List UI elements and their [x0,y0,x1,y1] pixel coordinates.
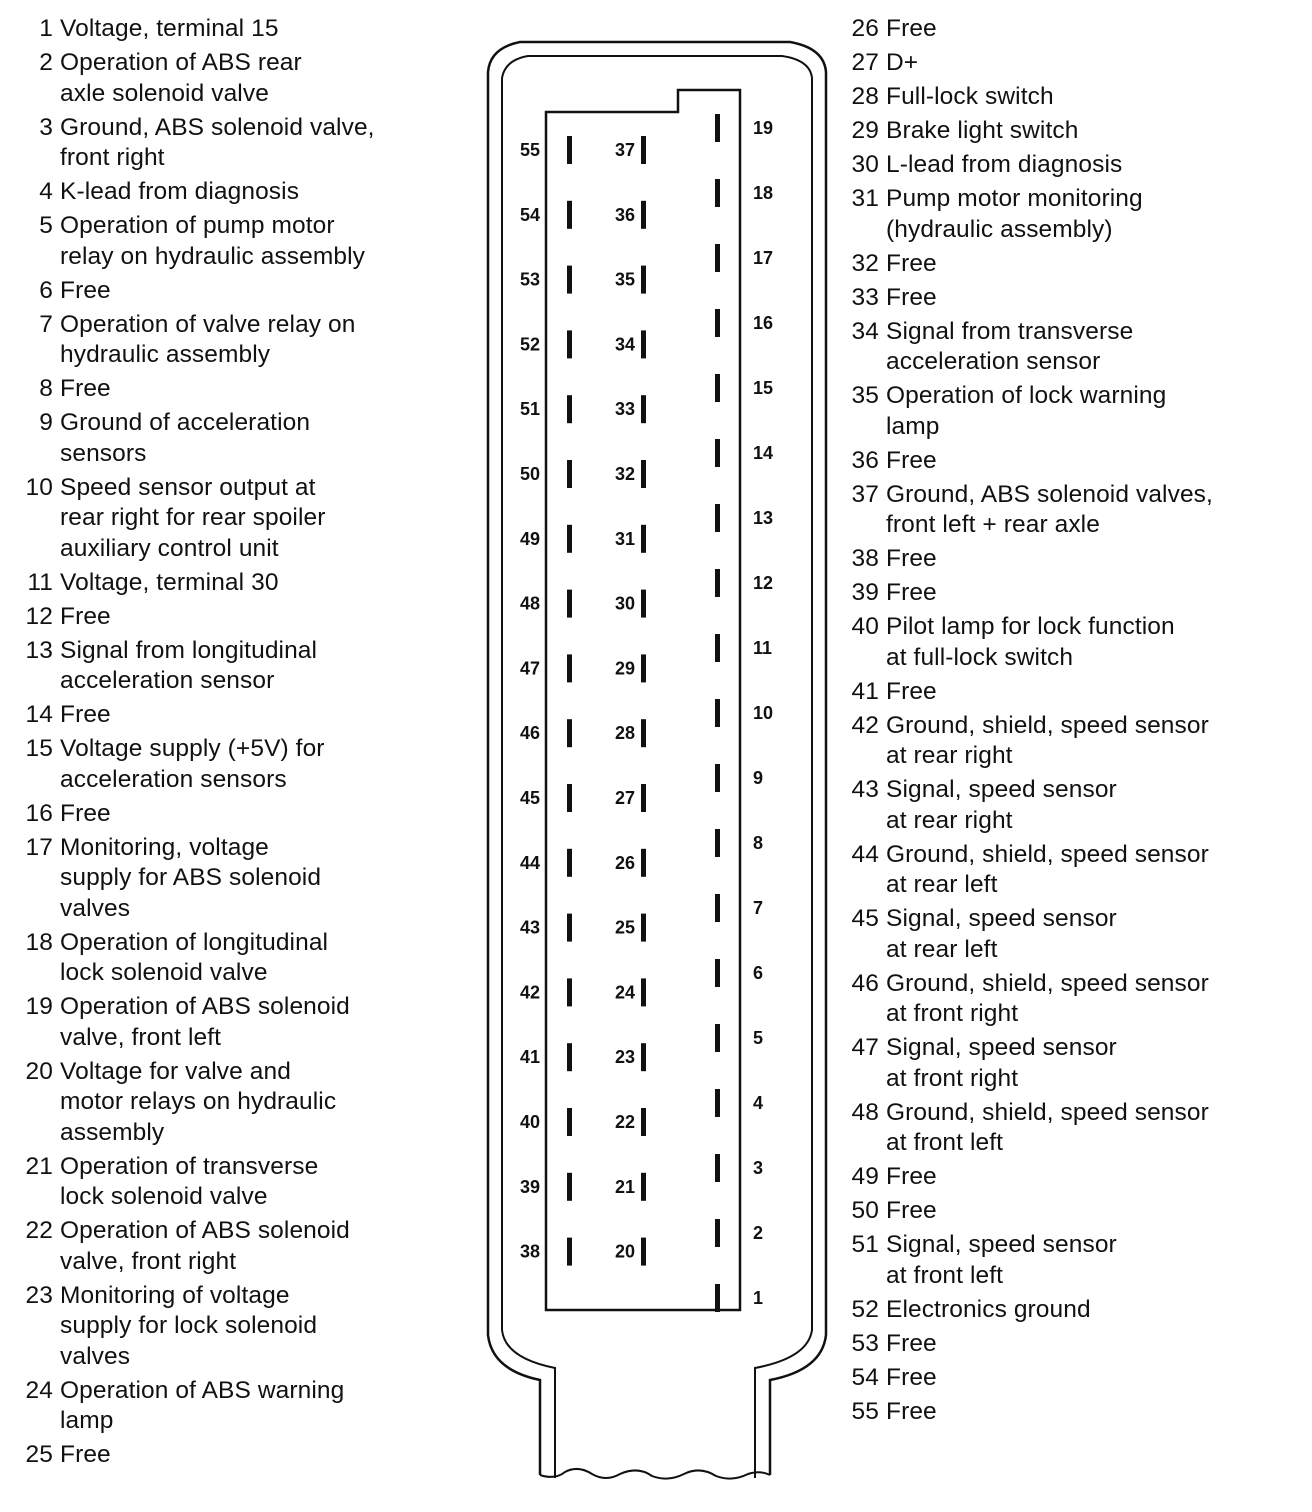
pin-entry [20,14,460,45]
connector-pin-contact [641,1173,646,1201]
pin-number: 1 [39,15,53,42]
connector-pin-label: 9 [753,768,764,788]
connector-pin-contact [715,1284,720,1312]
pin-number: 10 [25,473,53,501]
pin-description: Signal, speed sensor at rear right [886,776,1117,834]
connector-pin-contact [567,136,572,164]
pin-entry [846,116,1306,147]
connector-pin-label: 36 [614,204,635,225]
pin-number: 27 [851,49,879,76]
connector-pin-label: 17 [753,248,774,268]
pin-description: Full-lock switch [886,83,1054,110]
pin-entry [20,636,460,697]
connector-pin-contact [715,569,720,597]
pin-entry [846,1363,1306,1394]
pin-number: 11 [27,568,53,596]
connector-pin-contact [641,784,646,812]
pin-description: Free [60,602,111,630]
connector-pin-label: 34 [614,334,635,355]
pin-number: 38 [851,545,879,572]
pin-description: Ground, ABS solenoid valves, front left + rear axle [886,480,1213,538]
connector-pin-label: 38 [519,1241,540,1262]
pin-description: Free [886,677,937,705]
pin-number: 45 [851,905,879,932]
pin-entry [846,14,1306,45]
connector-pin-label: 52 [519,334,540,355]
connector-pin-label: 28 [614,723,635,744]
pin-description: Free [886,283,937,311]
connector-pin-label: 4 [753,1093,764,1113]
pin-entry [846,480,1306,541]
pin-number: 52 [851,1295,879,1323]
pin-number: 8 [39,375,53,402]
pin-entry [846,446,1306,477]
pin-entry [846,184,1306,245]
pin-description: Voltage, terminal 15 [60,15,279,42]
pin-entry [20,473,460,565]
connector-pin-contact [715,309,720,337]
pin-number: 5 [39,212,53,239]
connector-pin-contact [715,504,720,532]
pin-number: 24 [25,1376,53,1404]
pin-entry [20,833,460,925]
pin-number: 43 [851,776,879,803]
pin-entry [846,150,1306,181]
pin-description: Free [60,1441,111,1468]
pin-description: K-lead from diagnosis [60,178,300,205]
connector-pin-contact [567,654,572,682]
pin-number: 4 [39,178,53,205]
pin-description: Free [886,249,937,277]
connector-pin-contact [567,719,572,747]
connector-pin-contact [715,1089,720,1117]
pin-entry [20,48,460,109]
pin-entry [846,381,1306,442]
connector-pin-label: 41 [519,1047,540,1068]
pin-description: Speed sensor output at rear right for rear spoiler auxiliary control unit [60,473,326,562]
pin-number: 22 [25,1217,53,1244]
connector-pin-label: 11 [753,638,773,658]
pin-number: 14 [25,701,53,728]
pin-number: 18 [25,928,53,956]
connector-pin-contact [641,590,646,618]
connector-pin-contact [715,179,720,207]
connector-pin-label: 23 [614,1047,635,1068]
connector-housing-inner [502,56,812,1478]
connector-pin-label: 16 [753,313,774,333]
connector-pin-contact [567,590,572,618]
pin-description: Brake light switch [886,117,1079,144]
connector-pin-contact [567,784,572,812]
connector-pin-contact [567,914,572,942]
pin-entry [20,568,460,599]
pin-entry [20,113,460,174]
pin-number: 42 [851,711,879,739]
pin-description: Voltage, terminal 30 [60,568,279,596]
pin-entry [846,82,1306,113]
connector-pin-contact [567,201,572,229]
pin-number: 30 [851,151,879,178]
pin-number: 23 [25,1281,53,1309]
connector-pin-label: 13 [753,508,774,528]
pin-description: Signal, speed sensor at rear left [886,905,1117,963]
pin-description: Ground, shield, speed sensor at front left [886,1098,1209,1156]
pin-description: Free [886,1197,937,1224]
pin-entry [846,1397,1306,1428]
pin-entry [846,1098,1306,1159]
pin-number: 37 [851,480,879,508]
pin-number: 50 [851,1197,879,1224]
connector-pin-contact [641,266,646,294]
connector-pin-contact [641,654,646,682]
pin-number: 41 [851,677,879,705]
connector-pin-label: 25 [614,917,635,938]
connector-pin-label: 55 [519,140,540,160]
pin-number: 35 [851,382,879,409]
connector-pin-contact [567,266,572,294]
pin-number: 19 [25,993,53,1020]
connector-pin-label: 53 [519,269,540,290]
pin-description: Free [886,1363,937,1391]
pin-number: 51 [851,1231,879,1258]
pin-entry [20,310,460,371]
pin-entry [20,1152,460,1213]
pin-entry [846,1230,1306,1291]
pin-description: Operation of lock warning lamp [886,382,1167,440]
connector-pin-contact [567,1043,572,1071]
pin-number: 20 [25,1057,53,1085]
pin-number: 26 [851,15,879,42]
pin-description: Operation of pump motor relay on hydraulic assembly [60,212,366,270]
pin-description: Pilot lamp for lock function at full-lock switch [886,613,1175,671]
pin-number: 40 [851,613,879,640]
connector-pin-contact [641,136,646,164]
connector-pin-contact [641,978,646,1006]
connector-pin-label: 6 [753,963,764,983]
pin-description: Operation of valve relay on hydraulic assembly [60,310,356,368]
pin-number: 34 [851,317,879,345]
pin-number: 33 [851,283,879,311]
pin-description: Electronics ground [886,1295,1091,1323]
pin-entry [846,283,1306,314]
pin-description: Ground, ABS solenoid valve, front right [60,113,375,171]
pin-description: Voltage for valve and motor relays on hydraulic assembly [60,1057,337,1146]
pin-number: 48 [851,1098,879,1126]
connector-pin-contact [641,719,646,747]
pin-description: Operation of ABS solenoid valve, front right [60,1217,350,1275]
pin-entry [846,544,1306,575]
connector-pin-label: 40 [519,1112,540,1132]
pin-list-left [20,14,460,1471]
pin-entry [20,374,460,405]
pin-entry [846,612,1306,673]
pin-number: 25 [25,1441,53,1468]
pin-entry [20,734,460,795]
connector-pin-contact [715,114,720,142]
pin-description: Voltage supply (+5V) for acceleration sensors [60,735,325,793]
pin-description: Free [886,579,937,606]
pin-number: 7 [39,310,53,338]
connector-pin-contact [567,525,572,553]
pin-description: Ground, shield, speed sensor at rear right [886,711,1209,769]
connector-pin-label: 19 [753,118,774,138]
pin-description: Free [886,1163,937,1190]
pin-description: Free [60,375,111,402]
pin-description: Ground of acceleration sensors [60,409,311,467]
connector-pin-contact [567,978,572,1006]
pin-description: Ground, shield, speed sensor at front right [886,969,1209,1027]
pin-description: Pump motor monitoring (hydraulic assembly) [886,185,1143,243]
connector-pin-label: 48 [519,593,540,614]
connector-pin-label: 15 [753,378,774,398]
pin-description: Signal, speed sensor at front left [886,1231,1117,1289]
connector-pin-label: 7 [753,898,764,918]
pin-number: 55 [851,1397,879,1425]
pin-description: Signal from longitudinal acceleration sensor [60,636,318,694]
pin-list-right [846,14,1306,1427]
connector-cable-cut [540,1469,770,1479]
pin-number: 16 [25,799,53,827]
pin-entry [20,700,460,731]
pin-entry [846,775,1306,836]
pin-number: 2 [39,49,53,76]
connector-pin-contact [641,914,646,942]
connector-pin-contact [641,525,646,553]
pin-number: 9 [39,409,53,436]
connector-pin-contact [641,1108,646,1136]
connector-pin-label: 26 [614,852,635,873]
connector-pin-label: 27 [614,788,635,808]
connector-pin-contact [715,1024,720,1052]
pin-entry [20,276,460,307]
connector-pin-label: 30 [614,593,635,614]
pin-entry [20,177,460,208]
pin-entry [846,1033,1306,1094]
connector-pin-contact [641,395,646,423]
connector-pin-contact [715,634,720,662]
connector-pin-contact [567,395,572,423]
pin-description: Free [886,446,937,474]
connector-pin-label: 46 [519,723,540,744]
connector-pin-label: 21 [614,1176,635,1197]
connector-pin-contact [567,460,572,488]
connector-pin-contact [567,330,572,358]
pin-description: Free [886,545,937,572]
pin-number: 53 [851,1329,879,1357]
pin-number: 54 [851,1363,879,1391]
connector-pin-contact [567,1108,572,1136]
connector-pin-label: 3 [753,1158,764,1178]
pin-number: 44 [851,840,879,868]
pin-entry [20,992,460,1053]
pin-description: Free [60,799,111,827]
pin-number: 17 [25,833,53,861]
connector-pin-contact [715,244,720,272]
connector-pin-label: 33 [614,399,635,420]
connector-pin-label: 47 [519,658,540,679]
pin-number: 21 [25,1152,53,1180]
pin-number: 49 [851,1163,879,1190]
pin-entry [20,1440,460,1471]
pin-number: 29 [851,117,879,144]
pin-number: 6 [39,276,53,304]
pin-entry [20,602,460,633]
pin-entry [846,1295,1306,1326]
connector-pin-contact [567,1173,572,1201]
pin-entry [20,408,460,469]
connector-pin-label: 50 [519,464,540,484]
connector-pin-label: 12 [753,573,774,593]
connector-pin-contact [641,330,646,358]
pin-number: 31 [851,185,879,212]
pin-entry [846,249,1306,280]
connector-pin-label: 20 [614,1241,635,1262]
connector-pin-contact [641,1043,646,1071]
connector-pin-label: 51 [519,399,540,420]
connector-pin-contact [715,894,720,922]
pin-description: Free [886,15,937,42]
connector-pin-label: 45 [519,788,540,808]
pin-entry [20,1281,460,1373]
connector-pin-label: 31 [614,528,635,549]
pin-number: 47 [851,1034,879,1061]
connector-pin-contact [715,699,720,727]
pin-entry [846,1329,1306,1360]
connector-pin-label: 18 [753,183,774,203]
connector-pin-label: 10 [753,703,774,723]
connector-pin-label: 2 [753,1223,764,1243]
connector-pin-label: 8 [753,833,764,853]
connector-pin-label: 24 [614,982,635,1003]
pin-number: 15 [25,735,53,762]
pin-entry [846,840,1306,901]
connector-pin-contact [715,1219,720,1247]
pin-entry [846,317,1306,378]
connector-pin-label: 29 [614,658,635,679]
pin-entry [20,799,460,830]
pin-number: 36 [851,446,879,474]
pin-number: 3 [39,113,53,141]
pin-entry [20,928,460,989]
connector-pin-contact [715,439,720,467]
pin-description: D+ [886,49,919,76]
pin-description: Operation of ABS solenoid valve, front left [60,993,350,1051]
pin-description: Signal, speed sensor at front right [886,1034,1117,1092]
pin-number: 28 [851,83,879,110]
pin-description: Free [60,276,111,304]
connector-pin-label: 49 [519,528,540,549]
pin-description: L-lead from diagnosis [886,151,1123,178]
pin-entry [846,677,1306,708]
connector-pin-label: 5 [753,1028,764,1048]
connector-pin-label: 43 [519,917,540,938]
pin-description: Free [60,701,111,728]
pin-number: 12 [25,602,53,630]
connector-pin-contact [641,1238,646,1266]
pin-description: Monitoring of voltage supply for lock solenoid valves [60,1281,318,1370]
connector-pin-contact [715,959,720,987]
connector-pin-label: 22 [614,1112,635,1132]
pin-description: Operation of ABS warning lamp [60,1376,345,1434]
pin-description: Signal from transverse acceleration sensor [886,317,1134,375]
connector-pin-contact [715,764,720,792]
connector-pin-label: 1 [753,1288,764,1308]
connector-pin-contact [715,374,720,402]
connector-pin-label: 44 [519,852,540,873]
pin-entry [20,1216,460,1277]
pin-description: Free [886,1329,937,1357]
connector-pin-contact [567,849,572,877]
connector-pin-label: 14 [753,443,774,463]
pin-number: 39 [851,579,879,606]
connector-pin-contact [641,849,646,877]
connector-pin-contact [641,201,646,229]
connector-pin-contact [715,829,720,857]
connector-pin-contact [567,1238,572,1266]
connector-pin-label: 32 [614,464,635,484]
pin-entry [846,48,1306,79]
pin-entry [846,1162,1306,1193]
pin-entry [20,211,460,272]
connector-pin-contact [641,460,646,488]
pin-description: Free [886,1397,937,1425]
pin-description: Operation of longitudinal lock solenoid valve [60,928,329,986]
pin-entry [20,1376,460,1437]
pin-entry [846,904,1306,965]
pin-entry [846,578,1306,609]
pin-entry [20,1057,460,1149]
pin-description: Ground, shield, speed sensor at rear left [886,840,1209,898]
pin-entry [846,711,1306,772]
pin-description: Operation of transverse lock solenoid valve [60,1152,319,1210]
pin-entry [846,1196,1306,1227]
pin-number: 46 [851,969,879,997]
pin-description: Monitoring, voltage supply for ABS solenoid valves [60,833,322,922]
pin-description: Operation of ABS rear axle solenoid valve [60,49,302,107]
connector-pin-label: 39 [519,1176,540,1197]
connector-pin-label: 37 [614,140,635,160]
pin-number: 13 [25,636,53,664]
connector-pin-label: 35 [614,269,635,290]
pin-entry [846,969,1306,1030]
connector-pin-label: 42 [519,982,540,1003]
connector-pin-contact [715,1154,720,1182]
connector-pin-label: 54 [519,204,540,225]
pin-number: 32 [851,249,879,277]
